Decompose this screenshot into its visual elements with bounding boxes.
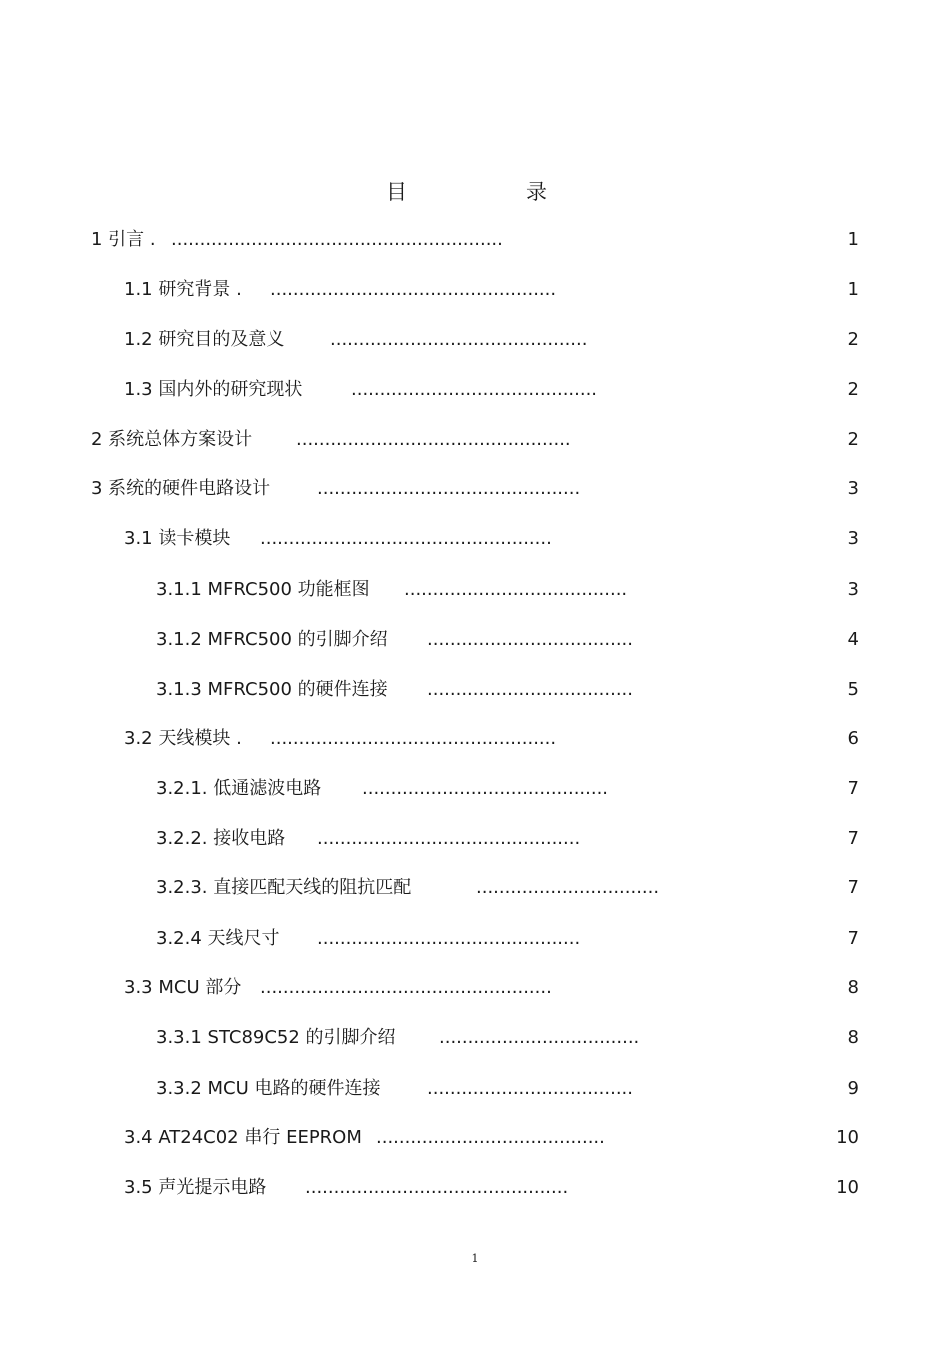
toc-entry[interactable] [0, 524, 950, 554]
toc-entry[interactable] [0, 225, 950, 255]
toc-entry[interactable] [0, 873, 950, 903]
toc-entry-page: 2 [847, 429, 859, 450]
toc-entry-label: 3.2.4 天线尺寸 [156, 928, 280, 949]
toc-entry-label: 1.2 研究目的及意义 [124, 329, 285, 350]
toc-entry-label: 3.2 天线模块 . [124, 728, 242, 749]
toc-entry-label: 3.1.3 MFRC500 的硬件连接 [156, 679, 388, 700]
toc-entry-label: 3.2.2. 接收电路 [156, 828, 286, 849]
toc-entry[interactable] [0, 275, 950, 305]
toc-entry-page: 8 [847, 977, 859, 998]
toc-entry[interactable] [0, 1023, 950, 1053]
toc-entry-label: 2 系统总体方案设计 [91, 429, 253, 450]
toc-entry-leader: ................................................ [296, 429, 571, 450]
toc-entry-leader: .............................................. [305, 1177, 569, 1198]
toc-entry-page: 7 [847, 828, 859, 849]
toc-entry-label: 3.2.1. 低通滤波电路 [156, 778, 322, 799]
toc-entry-label: 3 系统的硬件电路设计 [91, 478, 271, 499]
toc-entry-leader: .............................................. [317, 828, 581, 849]
toc-entry[interactable] [0, 824, 950, 854]
toc-entry-label: 1 引言 . [91, 229, 156, 250]
toc-entry-leader: .......................................................... [171, 229, 503, 250]
toc-entry-label: 3.1.1 MFRC500 功能框图 [156, 579, 370, 600]
toc-entry-label: 3.3.1 STC89C52 的引脚介绍 [156, 1027, 396, 1048]
toc-entry-leader: ............................................. [330, 329, 588, 350]
toc-entry-page: 1 [847, 279, 859, 300]
toc-entry-label: 3.5 声光提示电路 [124, 1177, 267, 1198]
toc-entry[interactable] [0, 625, 950, 655]
toc-entry-label: 1.3 国内外的研究现状 [124, 379, 303, 400]
toc-entry-leader: ................................................... [260, 977, 552, 998]
toc-entry-leader: ................................... [439, 1027, 640, 1048]
toc-entry-leader: .................................................. [270, 279, 557, 300]
toc-entry-page: 3 [847, 478, 859, 499]
toc-entry-label: 3.2.3. 直接匹配天线的阻抗匹配 [156, 877, 412, 898]
toc-entry-leader: .............................................. [317, 478, 581, 499]
toc-entry[interactable] [0, 1173, 950, 1203]
toc-entry-page: 9 [847, 1078, 859, 1099]
toc-entry[interactable] [0, 924, 950, 954]
toc-entry-page: 2 [847, 379, 859, 400]
toc-entry[interactable] [0, 325, 950, 355]
toc-entry-page: 1 [847, 229, 859, 250]
toc-entry[interactable] [0, 774, 950, 804]
toc-entry-label: 3.1.2 MFRC500 的引脚介绍 [156, 629, 388, 650]
toc-entry-leader: ....................................... [404, 579, 628, 600]
toc-entry-page: 7 [847, 928, 859, 949]
toc-entry-page: 5 [847, 679, 859, 700]
toc-entry-page: 3 [847, 528, 859, 549]
toc-entry[interactable] [0, 575, 950, 605]
toc-entry[interactable] [0, 724, 950, 754]
toc-entry-label: 3.4 AT24C02 串行 EEPROM [124, 1127, 362, 1148]
toc-entry[interactable] [0, 425, 950, 455]
toc-entry[interactable] [0, 375, 950, 405]
toc-entry[interactable] [0, 474, 950, 504]
toc-entry-page: 4 [847, 629, 859, 650]
toc-entry[interactable] [0, 675, 950, 705]
toc-entry-leader: .............................................. [317, 928, 581, 949]
toc-entry-leader: .................................... [427, 629, 633, 650]
toc-entry-page: 7 [847, 877, 859, 898]
toc-entry-label: 3.3 MCU 部分 [124, 977, 242, 998]
toc-entry-label: 3.3.2 MCU 电路的硬件连接 [156, 1078, 381, 1099]
toc-entry-page: 7 [847, 778, 859, 799]
toc-entry[interactable] [0, 1123, 950, 1153]
toc-entry-page: 3 [847, 579, 859, 600]
toc-entry-leader: ........................................... [351, 379, 598, 400]
toc-entry[interactable] [0, 1074, 950, 1104]
toc-title-part2: 录 [526, 180, 547, 204]
toc-entry-leader: .................................................. [270, 728, 557, 749]
toc-entry-leader: ........................................... [362, 778, 609, 799]
toc-entry[interactable] [0, 973, 950, 1003]
toc-entry-leader: ................................ [476, 877, 660, 898]
toc-entry-leader: .................................... [427, 1078, 633, 1099]
page-number-footer: 1 [471, 1252, 479, 1265]
toc-entry-leader: ........................................ [376, 1127, 605, 1148]
toc-entry-leader: ................................................... [260, 528, 552, 549]
toc-title-part1: 目 [386, 180, 407, 204]
toc-title [0, 176, 950, 206]
toc-entry-page: 10 [836, 1127, 859, 1148]
toc-entry-leader: .................................... [427, 679, 633, 700]
toc-entry-label: 1.1 研究背景 . [124, 279, 242, 300]
toc-entry-page: 10 [836, 1177, 859, 1198]
toc-entry-page: 6 [847, 728, 859, 749]
toc-entry-page: 8 [847, 1027, 859, 1048]
toc-entry-label: 3.1 读卡模块 [124, 528, 231, 549]
toc-entry-page: 2 [847, 329, 859, 350]
